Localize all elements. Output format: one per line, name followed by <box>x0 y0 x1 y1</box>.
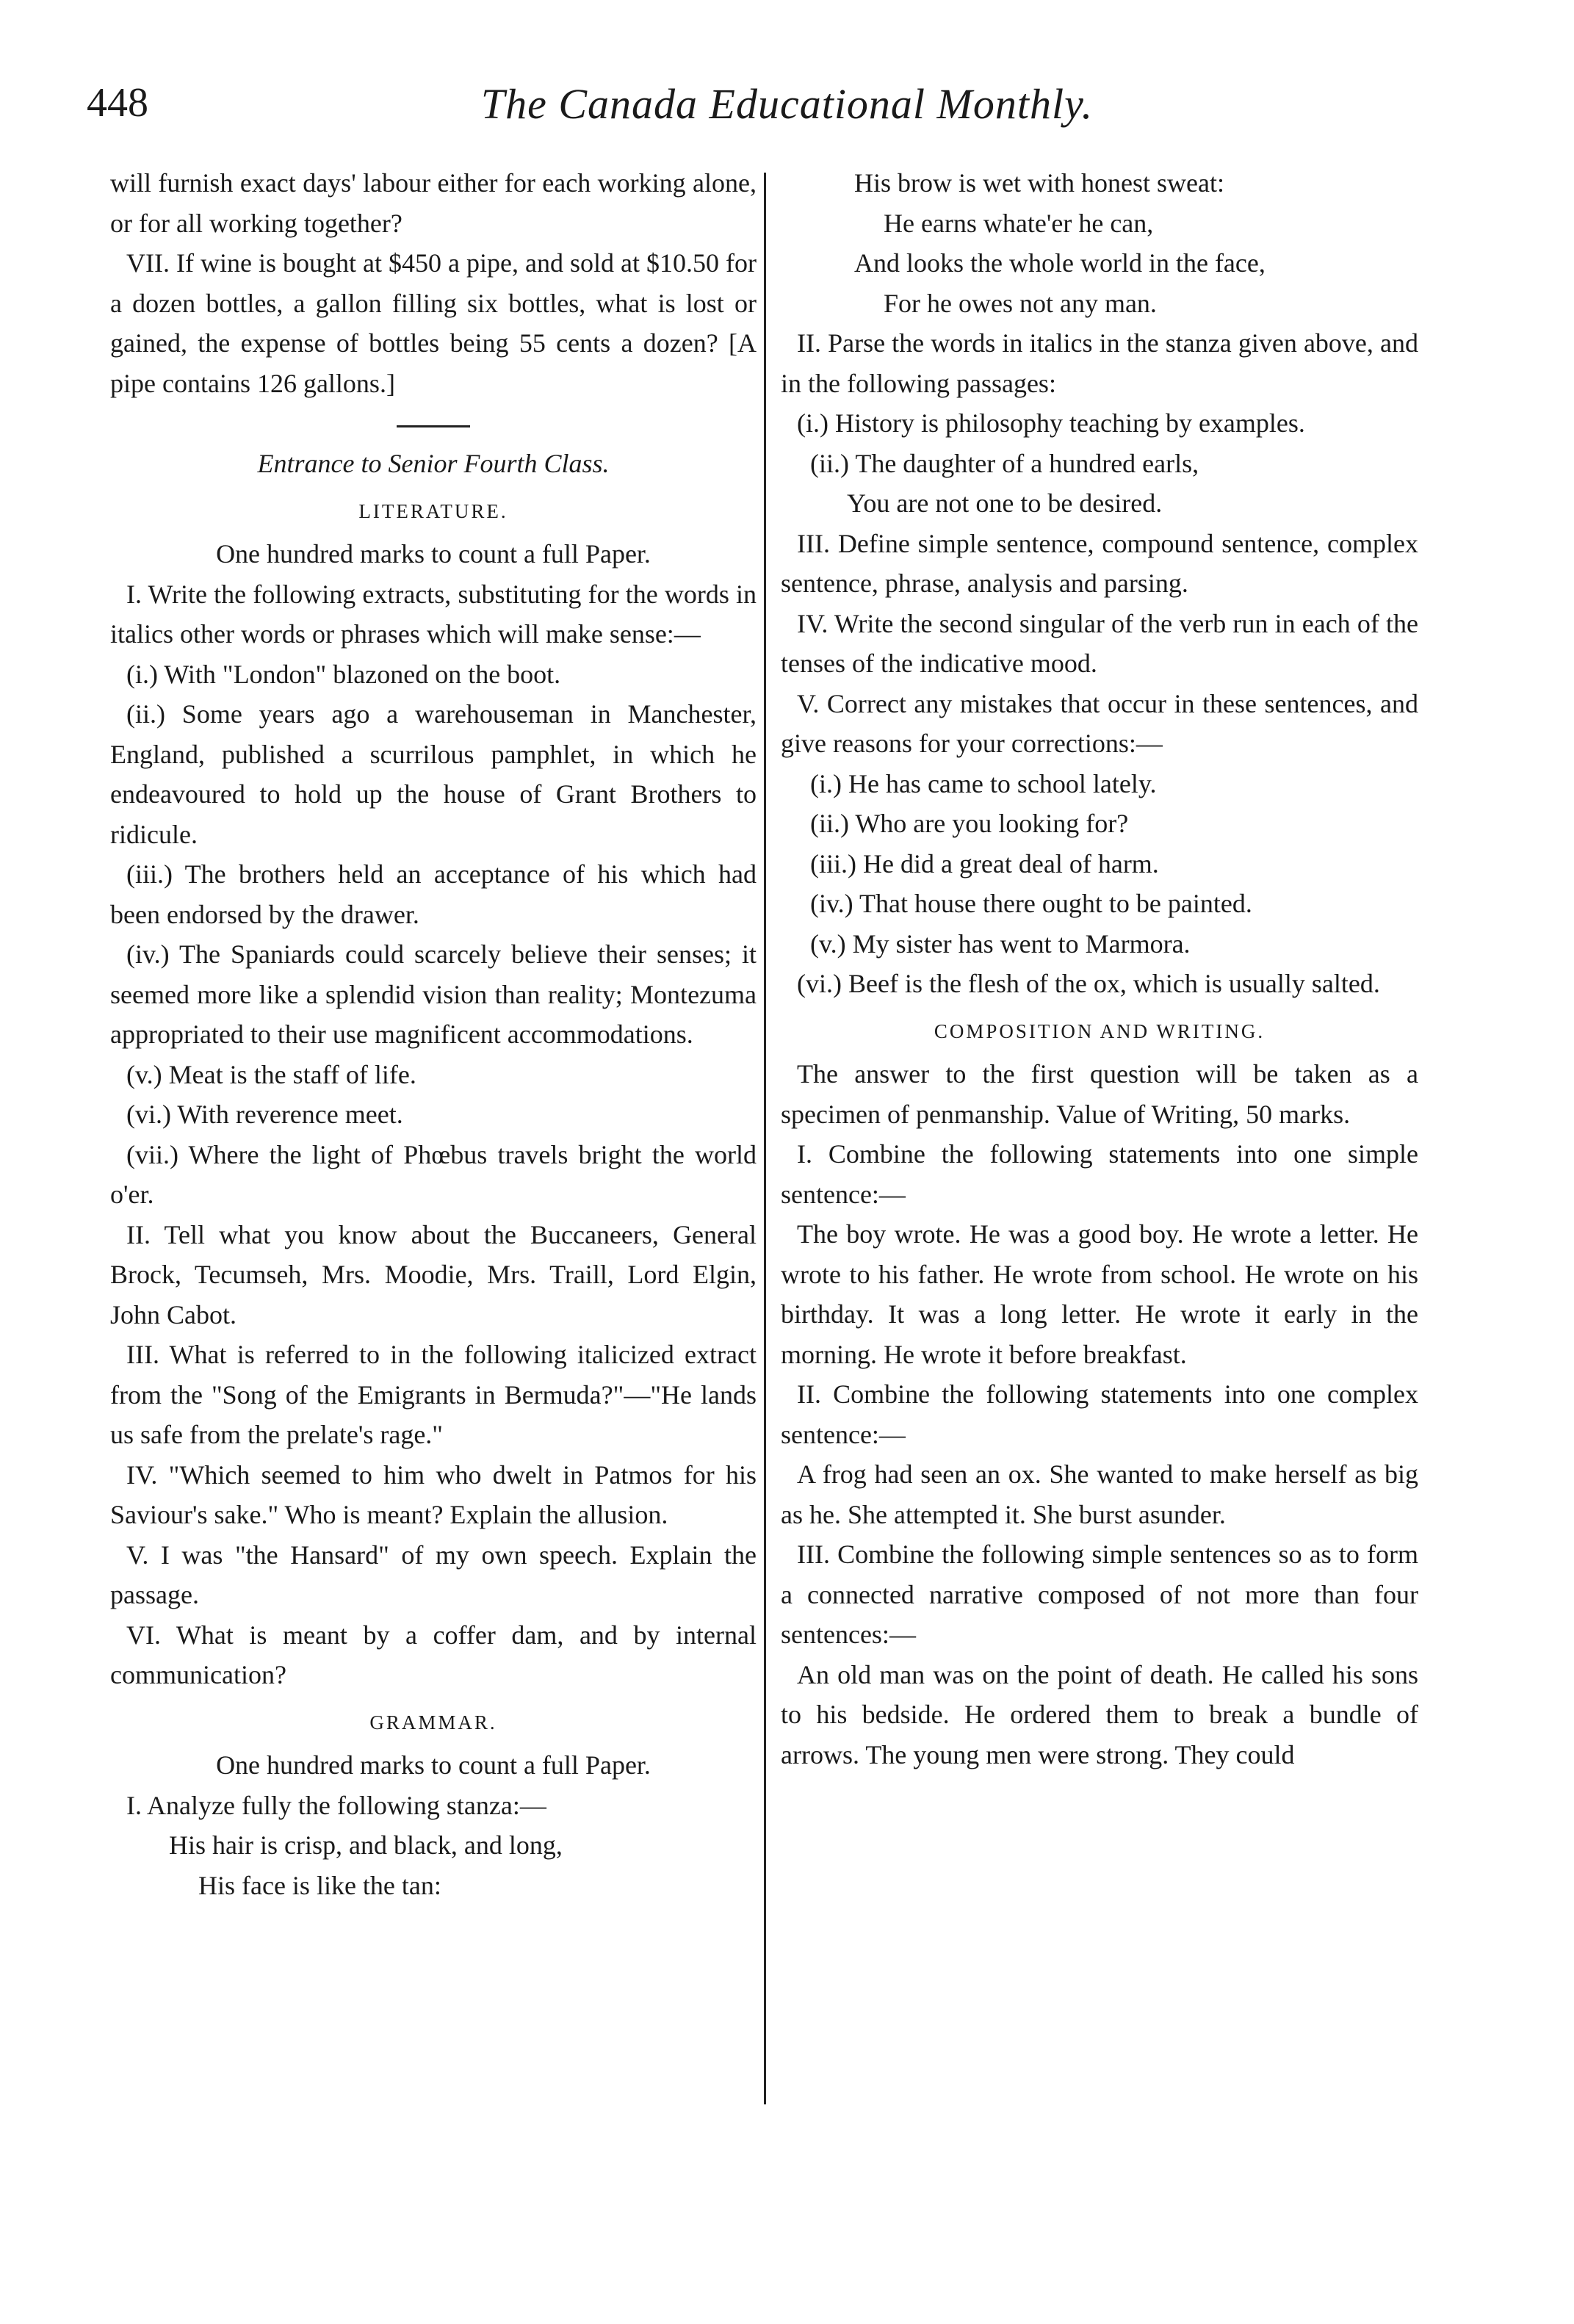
page-header <box>0 79 1574 138</box>
composition-question-3: III. Combine the following simple sentences so as to form a connected narrative composed of not more than four sentences:— <box>781 1540 1418 1649</box>
composition-heading: COMPOSITION AND WRITING. <box>934 1020 1266 1042</box>
grammar-passage-ii-line-2: You are not one to be desired. <box>847 488 1163 518</box>
grammar-sentence-iv: (iv.) That house there ought to be painted. <box>810 889 1252 918</box>
grammar-heading: GRAMMAR. <box>369 1711 497 1733</box>
literature-extract-i: (i.) With "London" blazoned on the boot. <box>126 659 561 689</box>
stanza-line-1: His hair is crisp, and black, and long, <box>169 1830 563 1860</box>
literature-marks: One hundred marks to count a full Paper. <box>216 539 651 569</box>
literature-extract-iv: (iv.) The Spaniards could scarcely believe their senses; it seemed more like a splendid vision than reality; Montezuma appropriated to their use magnificent accommodations. <box>110 939 757 1049</box>
stanza-line-5: And looks the whole world in the face, <box>854 248 1266 278</box>
grammar-question-1: I. Analyze fully the following stanza:— <box>126 1790 546 1820</box>
literature-extract-v: (v.) Meat is the staff of life. <box>126 1059 416 1089</box>
composition-text-2: A frog had seen an ox. She wanted to make herself as big as he. She attempted it. She burst asunder. <box>781 1459 1418 1529</box>
grammar-sentence-i: (i.) He has came to school lately. <box>810 768 1157 798</box>
literature-question-1: I. Write the following extracts, substituting for the words in italics other words or phrases which will make sense:— <box>110 579 757 649</box>
running-title: The Canada Educational Monthly. <box>480 80 1094 128</box>
grammar-question-3: III. Define simple sentence, compound sentence, complex sentence, phrase, analysis and parsing. <box>781 528 1418 598</box>
stanza-line-4: He earns whate'er he can, <box>884 208 1154 238</box>
literature-question-2: II. Tell what you know about the Buccaneers, General Brock, Tecumseh, Mrs. Moodie, Mrs. Traill, Lord Elgin, John Cabot. <box>110 1219 757 1329</box>
grammar-question-5: V. Correct any mistakes that occur in these sentences, and give reasons for your corrections:— <box>781 688 1418 758</box>
stanza-part-2 <box>781 163 1418 323</box>
grammar-passage-i: (i.) History is philosophy teaching by examples. <box>797 408 1305 438</box>
left-column <box>110 163 757 1905</box>
page-number: 448 <box>87 80 148 126</box>
literature-extract-ii: (ii.) Some years ago a warehouseman in Manchester, England, published a scurrilous pamphlet, in which he endeavoured to hold up the house of Grant Brothers to ridicule. <box>110 699 757 849</box>
paragraph-continued: will furnish exact days' labour either for each working alone, or for all working together? <box>110 168 757 238</box>
literature-question-3: III. What is referred to in the following italicized extract from the "Song of the Emigrants in Bermuda?"—"He lands us safe from the prelate's rage." <box>110 1340 757 1449</box>
literature-question-4: IV. "Which seemed to him who dwelt in Patmos for his Saviour's sake." Who is meant? Explain the allusion. <box>110 1459 757 1529</box>
literature-question-6: VI. What is meant by a coffer dam, and by internal communication? <box>110 1620 757 1689</box>
right-column <box>781 163 1418 1775</box>
grammar-passage-ii-line-1: (ii.) The daughter of a hundred earls, <box>810 448 1199 478</box>
grammar-sentence-vi: (vi.) Beef is the flesh of the ox, which is usually salted. <box>797 969 1380 998</box>
composition-intro: The answer to the first question will be taken as a specimen of penmanship. Value of Writing, 50 marks. <box>781 1059 1418 1129</box>
stanza-part-1 <box>110 1825 757 1905</box>
composition-text-1: The boy wrote. He was a good boy. He wrote a letter. He wrote to his father. He wrote from school. He wrote on his birthday. It was a long letter. He wrote it early in the morning. He wrote it before breakfast. <box>781 1219 1418 1369</box>
grammar-sentence-v: (v.) My sister has went to Marmora. <box>810 928 1191 959</box>
arithmetic-question-7: VII. If wine is bought at $450 a pipe, and sold at $10.50 for a dozen bottles, a gallon filling six bottles, what is lost or gained, the expense of bottles being 55 cents a dozen? [A pipe contains 126 gallons.] <box>110 248 757 398</box>
literature-question-5: V. I was "the Hansard" of my own speech. Explain the passage. <box>110 1540 757 1609</box>
literature-extract-vii: (vii.) Where the light of Phœbus travels bright the world o'er. <box>110 1139 757 1209</box>
literature-extract-iii: (iii.) The brothers held an acceptance of his which had been endorsed by the drawer. <box>110 859 757 929</box>
composition-question-1: I. Combine the following statements into one simple sentence:— <box>781 1139 1418 1209</box>
literature-extract-vi: (vi.) With reverence meet. <box>126 1100 403 1129</box>
grammar-sentence-ii: (ii.) Who are you looking for? <box>810 809 1129 838</box>
composition-text-3: An old man was on the point of death. He called his sons to his bedside. He ordered them to break a bundle of arrows. The young men were strong. They could <box>781 1659 1418 1769</box>
grammar-marks: One hundred marks to count a full Paper. <box>216 1750 651 1780</box>
grammar-sentence-iii: (iii.) He did a great deal of harm. <box>810 848 1159 878</box>
grammar-question-2: II. Parse the words in italics in the stanza given above, and in the following passages: <box>781 328 1418 398</box>
grammar-question-4: IV. Write the second singular of the verb run in each of the tenses of the indicative mood. <box>781 608 1418 678</box>
section-title: Entrance to Senior Fourth Class. <box>257 449 610 478</box>
column-divider <box>764 173 766 2104</box>
composition-question-2: II. Combine the following statements into one complex sentence:— <box>781 1379 1418 1449</box>
literature-heading: LITERATURE. <box>358 499 508 522</box>
stanza-line-6: For he owes not any man. <box>884 288 1157 318</box>
stanza-line-2: His face is like the tan: <box>198 1870 441 1900</box>
section-separator <box>397 425 470 427</box>
stanza-line-3: His brow is wet with honest sweat: <box>854 168 1224 198</box>
